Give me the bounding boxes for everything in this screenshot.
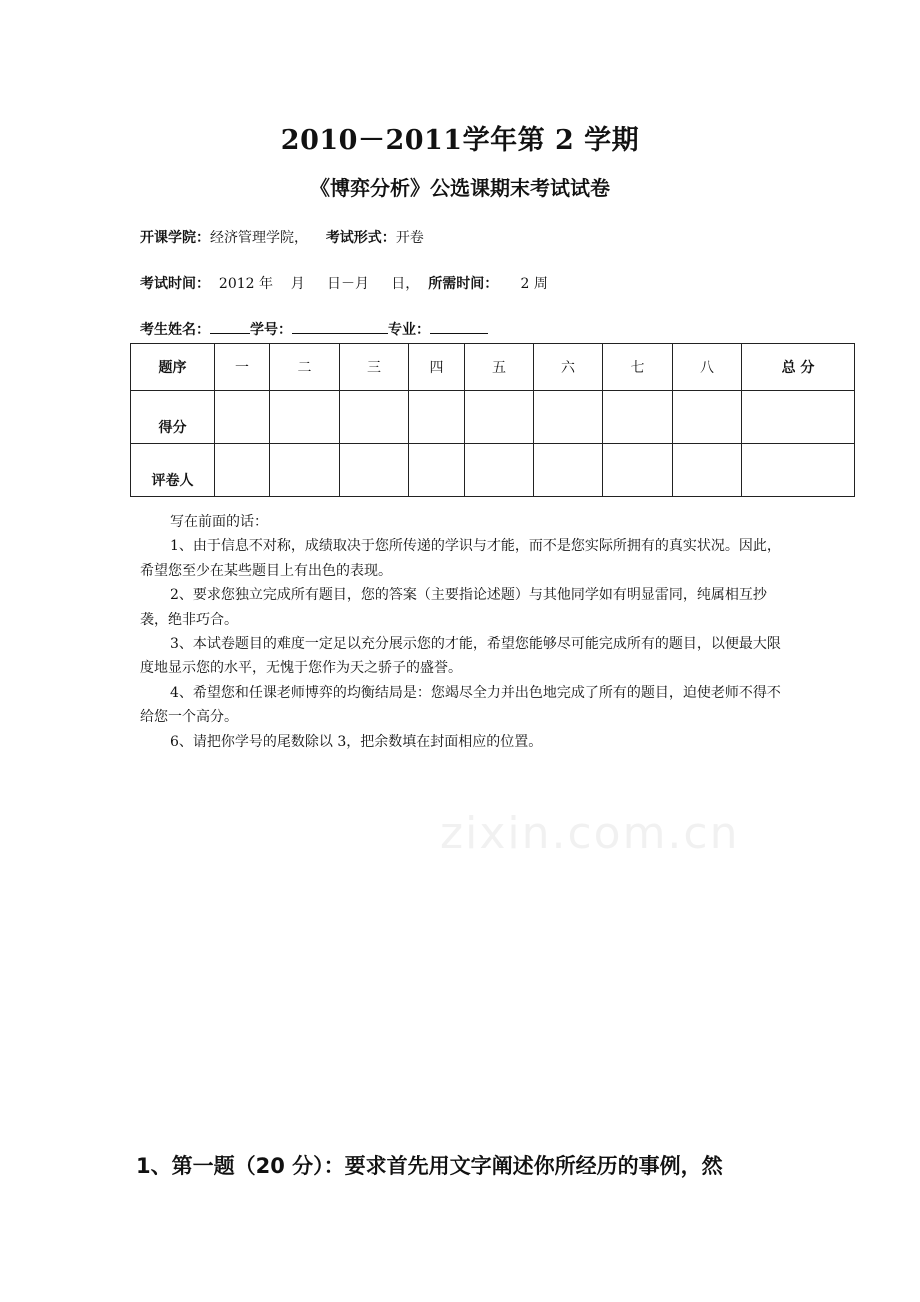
- grader-cell: [340, 444, 409, 497]
- score-cell: [409, 391, 465, 444]
- duration-value: 2 周: [520, 276, 548, 292]
- notes-item: 6、请把你学号的尾数除以 3，把余数填在封面相应的位置。: [170, 733, 543, 750]
- exam-course-title: 《博弈分析》公选课期末考试试卷: [310, 176, 610, 200]
- header-cell-5: 五: [465, 344, 534, 391]
- table-row-score: [131, 391, 855, 444]
- exam-time-value: 2012 年 月 日－月 日，: [218, 276, 420, 292]
- name-blank: [210, 319, 250, 334]
- college-label: 开课学院：: [140, 230, 210, 246]
- notes-item: 2、要求您独立完成所有题目，您的答案（主要指论述题）与其他同学如有明显雷同，纯属相互抄袭，绝非巧合。: [140, 587, 767, 628]
- score-cell: [673, 391, 742, 444]
- header-cell-1: 一: [215, 344, 270, 391]
- duration-label: 所需时间：: [428, 276, 499, 292]
- student-id-label: 学号：: [250, 322, 292, 338]
- header-cell-4: 四: [409, 344, 465, 391]
- major-label: 专业：: [388, 322, 430, 338]
- question-1-heading: 1、第一题（20 分）：要求首先用文字阐述你所经历的事例，然: [136, 1154, 723, 1178]
- notes-heading: 写在前面的话：: [170, 514, 268, 530]
- grader-cell-total: [742, 444, 855, 497]
- notes-item: 1、由于信息不对称，成绩取决于您所传递的学识与才能，而不是您实际所拥有的真实状况。因此，希望您至少在某些题目上有出色的表现。: [140, 538, 781, 579]
- row-label-grader: 评卷人: [131, 444, 215, 497]
- grader-cell: [465, 444, 534, 497]
- preface-notes: [140, 510, 790, 754]
- header-cell-8: 八: [673, 344, 742, 391]
- notes-item: 3、本试卷题目的难度一定足以充分展示您的才能，希望您能够尽可能完成所有的题目，以便最大限度地显示您的水平，无愧于您作为天之骄子的盛誉。: [140, 636, 781, 677]
- header-cell-2: 二: [270, 344, 340, 391]
- score-cell: [215, 391, 270, 444]
- score-table: [130, 343, 855, 497]
- row-label-score: 得分: [131, 391, 215, 444]
- table-header-row: [131, 344, 855, 391]
- score-cell: [603, 391, 673, 444]
- grader-cell: [603, 444, 673, 497]
- grader-cell: [215, 444, 270, 497]
- table-row-grader: [131, 444, 855, 497]
- score-cell-total: [742, 391, 855, 444]
- watermark: zixin.com.cn: [440, 808, 740, 859]
- notes-item: 4、希望您和任课老师博弈的均衡结局是：您竭尽全力并出色地完成了所有的题目，迫使老师不得不给您一个高分。: [140, 684, 781, 726]
- grader-cell: [270, 444, 340, 497]
- student-info-line: [140, 319, 488, 339]
- score-cell: [270, 391, 340, 444]
- header-cell-3: 三: [340, 344, 409, 391]
- grader-cell: [673, 444, 742, 497]
- exam-form-value: 开卷: [395, 230, 424, 246]
- score-cell: [340, 391, 409, 444]
- grader-cell: [534, 444, 603, 497]
- exam-time-label: 考试时间：: [140, 276, 210, 292]
- exam-time-line: [140, 273, 548, 293]
- major-blank: [430, 319, 488, 334]
- header-cell-6: 六: [534, 344, 603, 391]
- college-exam-form-line: [140, 227, 424, 247]
- score-cell: [534, 391, 603, 444]
- header-cell-total: 总 分: [742, 344, 855, 391]
- student-id-blank: [292, 319, 388, 334]
- exam-form-label: 考试形式：: [325, 230, 396, 246]
- header-cell-order: 题序: [131, 344, 215, 391]
- name-label: 考生姓名：: [140, 322, 210, 338]
- exam-term-title: 2010－2011学年第 2 学期: [280, 125, 640, 156]
- grader-cell: [409, 444, 465, 497]
- score-cell: [465, 391, 534, 444]
- header-cell-7: 七: [603, 344, 673, 391]
- college-value: 经济管理学院，: [210, 230, 308, 246]
